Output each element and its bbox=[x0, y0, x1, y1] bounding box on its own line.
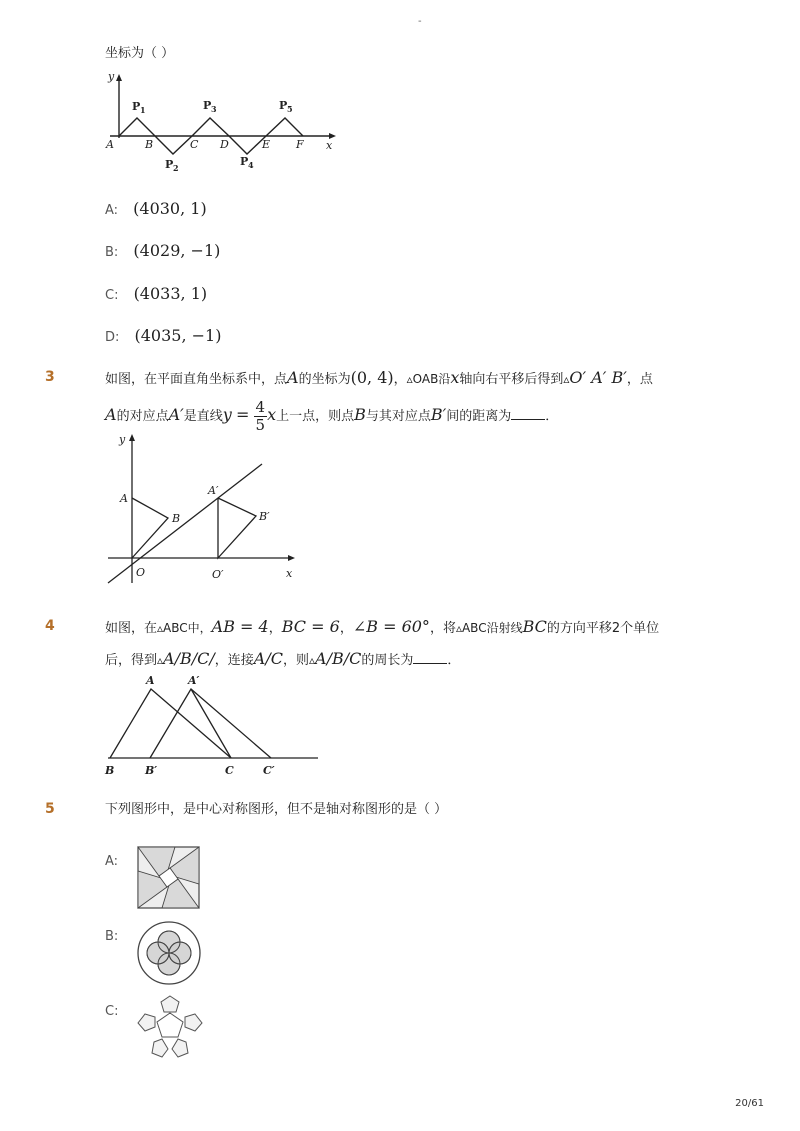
page-number: 20/61 bbox=[735, 1098, 764, 1109]
triangle-OAB bbox=[132, 498, 168, 558]
q5-option-a-letter[interactable]: A: bbox=[105, 854, 119, 869]
label-A: A bbox=[146, 674, 155, 687]
label-B: B bbox=[172, 512, 181, 525]
label-F: F bbox=[296, 138, 304, 151]
q5-option-c-letter[interactable]: C: bbox=[105, 1004, 119, 1019]
answer-blank bbox=[413, 649, 447, 664]
q5-option-b-four-petal-circle[interactable] bbox=[136, 920, 202, 986]
triangle-OAB-prime bbox=[218, 498, 256, 558]
label-P5-sub: 5 bbox=[287, 104, 293, 114]
y-arrow bbox=[129, 434, 135, 441]
q4-line-2: 后，得到▵A/B/C/，连接A/C，则▵A/B/C的周长为 ． bbox=[105, 649, 461, 668]
option-letter: A: bbox=[105, 203, 119, 218]
label-P2-sub: 2 bbox=[173, 163, 179, 173]
q5-number: 5 bbox=[45, 801, 55, 817]
label-P5: P bbox=[279, 99, 288, 112]
label-P1: P bbox=[132, 100, 141, 113]
label-C: C bbox=[190, 138, 199, 151]
option-value: (4029, −1) bbox=[133, 241, 221, 260]
label-B-prime: B′ bbox=[259, 510, 270, 523]
label-x: x bbox=[326, 139, 333, 152]
top-mark: - bbox=[418, 16, 422, 27]
q5-option-b-letter[interactable]: B: bbox=[105, 929, 119, 944]
fraction-4-5: $\frac{4}{5}$ bbox=[255, 398, 266, 434]
q2-zigzag-figure bbox=[100, 66, 345, 176]
y-arrow bbox=[116, 74, 122, 81]
q5-option-c-pentagon-ring[interactable] bbox=[136, 994, 204, 1060]
option-value: (4035, −1) bbox=[134, 326, 222, 345]
q2-option-a[interactable] bbox=[105, 199, 207, 218]
option-value: (4030, 1) bbox=[133, 199, 207, 218]
label-P2: P bbox=[165, 158, 174, 171]
label-A: A bbox=[120, 492, 128, 505]
label-O: O bbox=[136, 566, 146, 579]
label-D: D bbox=[220, 138, 229, 151]
option-letter: B: bbox=[105, 245, 119, 260]
q3-line-1: 如图，在平面直角坐标系中，点A的坐标为(0, 4)，▵OAB沿x轴向右平移后得到▵O′ A′ B′，点 bbox=[105, 368, 653, 387]
q4-triangle-figure bbox=[100, 672, 325, 782]
label-x: x bbox=[286, 567, 293, 580]
label-y: y bbox=[119, 433, 126, 446]
q2-option-d[interactable] bbox=[105, 326, 221, 345]
label-C: C bbox=[225, 764, 234, 777]
x-arrow bbox=[288, 555, 295, 561]
label-P3: P bbox=[203, 99, 212, 112]
label-A-prime: A′ bbox=[208, 484, 219, 497]
label-B-prime: B′ bbox=[145, 764, 158, 777]
q2-option-b[interactable] bbox=[105, 241, 220, 260]
q4-line-1: 如图，在▵ABC中，AB = 4，BC = 6，∠B = 60°，将▵ABC沿射线BC的方向平移2个单位 bbox=[105, 617, 660, 636]
answer-blank bbox=[511, 405, 545, 420]
q2-stem-tail: 坐标为（ ） bbox=[105, 46, 175, 61]
segment-AprimeC bbox=[191, 689, 231, 758]
option-letter: C: bbox=[105, 288, 119, 303]
option-value: (4033, 1) bbox=[133, 284, 208, 303]
q5-stem: 下列图形中，是中心对称图形，但不是轴对称图形的是（ ） bbox=[105, 802, 448, 817]
line-y-4-5x bbox=[108, 464, 262, 583]
q3-line-2: A的对应点A′是直线y = $\frac{4}{5}$ x上一点，则点B与其对应点B′间的距离为 ． bbox=[105, 398, 559, 434]
q5-option-a-pinwheel-square[interactable] bbox=[137, 846, 201, 910]
label-P1-sub: 1 bbox=[140, 105, 146, 115]
label-A: A bbox=[106, 138, 114, 151]
label-A-prime: A′ bbox=[188, 674, 200, 687]
q3-translation-figure bbox=[100, 430, 310, 590]
label-y: y bbox=[108, 70, 115, 83]
label-C-prime: C′ bbox=[263, 764, 275, 777]
label-O-prime: O′ bbox=[212, 568, 224, 581]
label-B: B bbox=[145, 138, 154, 151]
label-P3-sub: 3 bbox=[211, 104, 217, 114]
option-letter: D: bbox=[105, 330, 120, 345]
label-E: E bbox=[262, 138, 271, 151]
label-B: B bbox=[105, 764, 115, 777]
q2-option-c[interactable] bbox=[105, 284, 207, 303]
q4-number: 4 bbox=[45, 618, 55, 634]
label-P4: P bbox=[240, 155, 249, 168]
q3-number: 3 bbox=[45, 369, 55, 385]
label-P4-sub: 4 bbox=[248, 160, 254, 170]
